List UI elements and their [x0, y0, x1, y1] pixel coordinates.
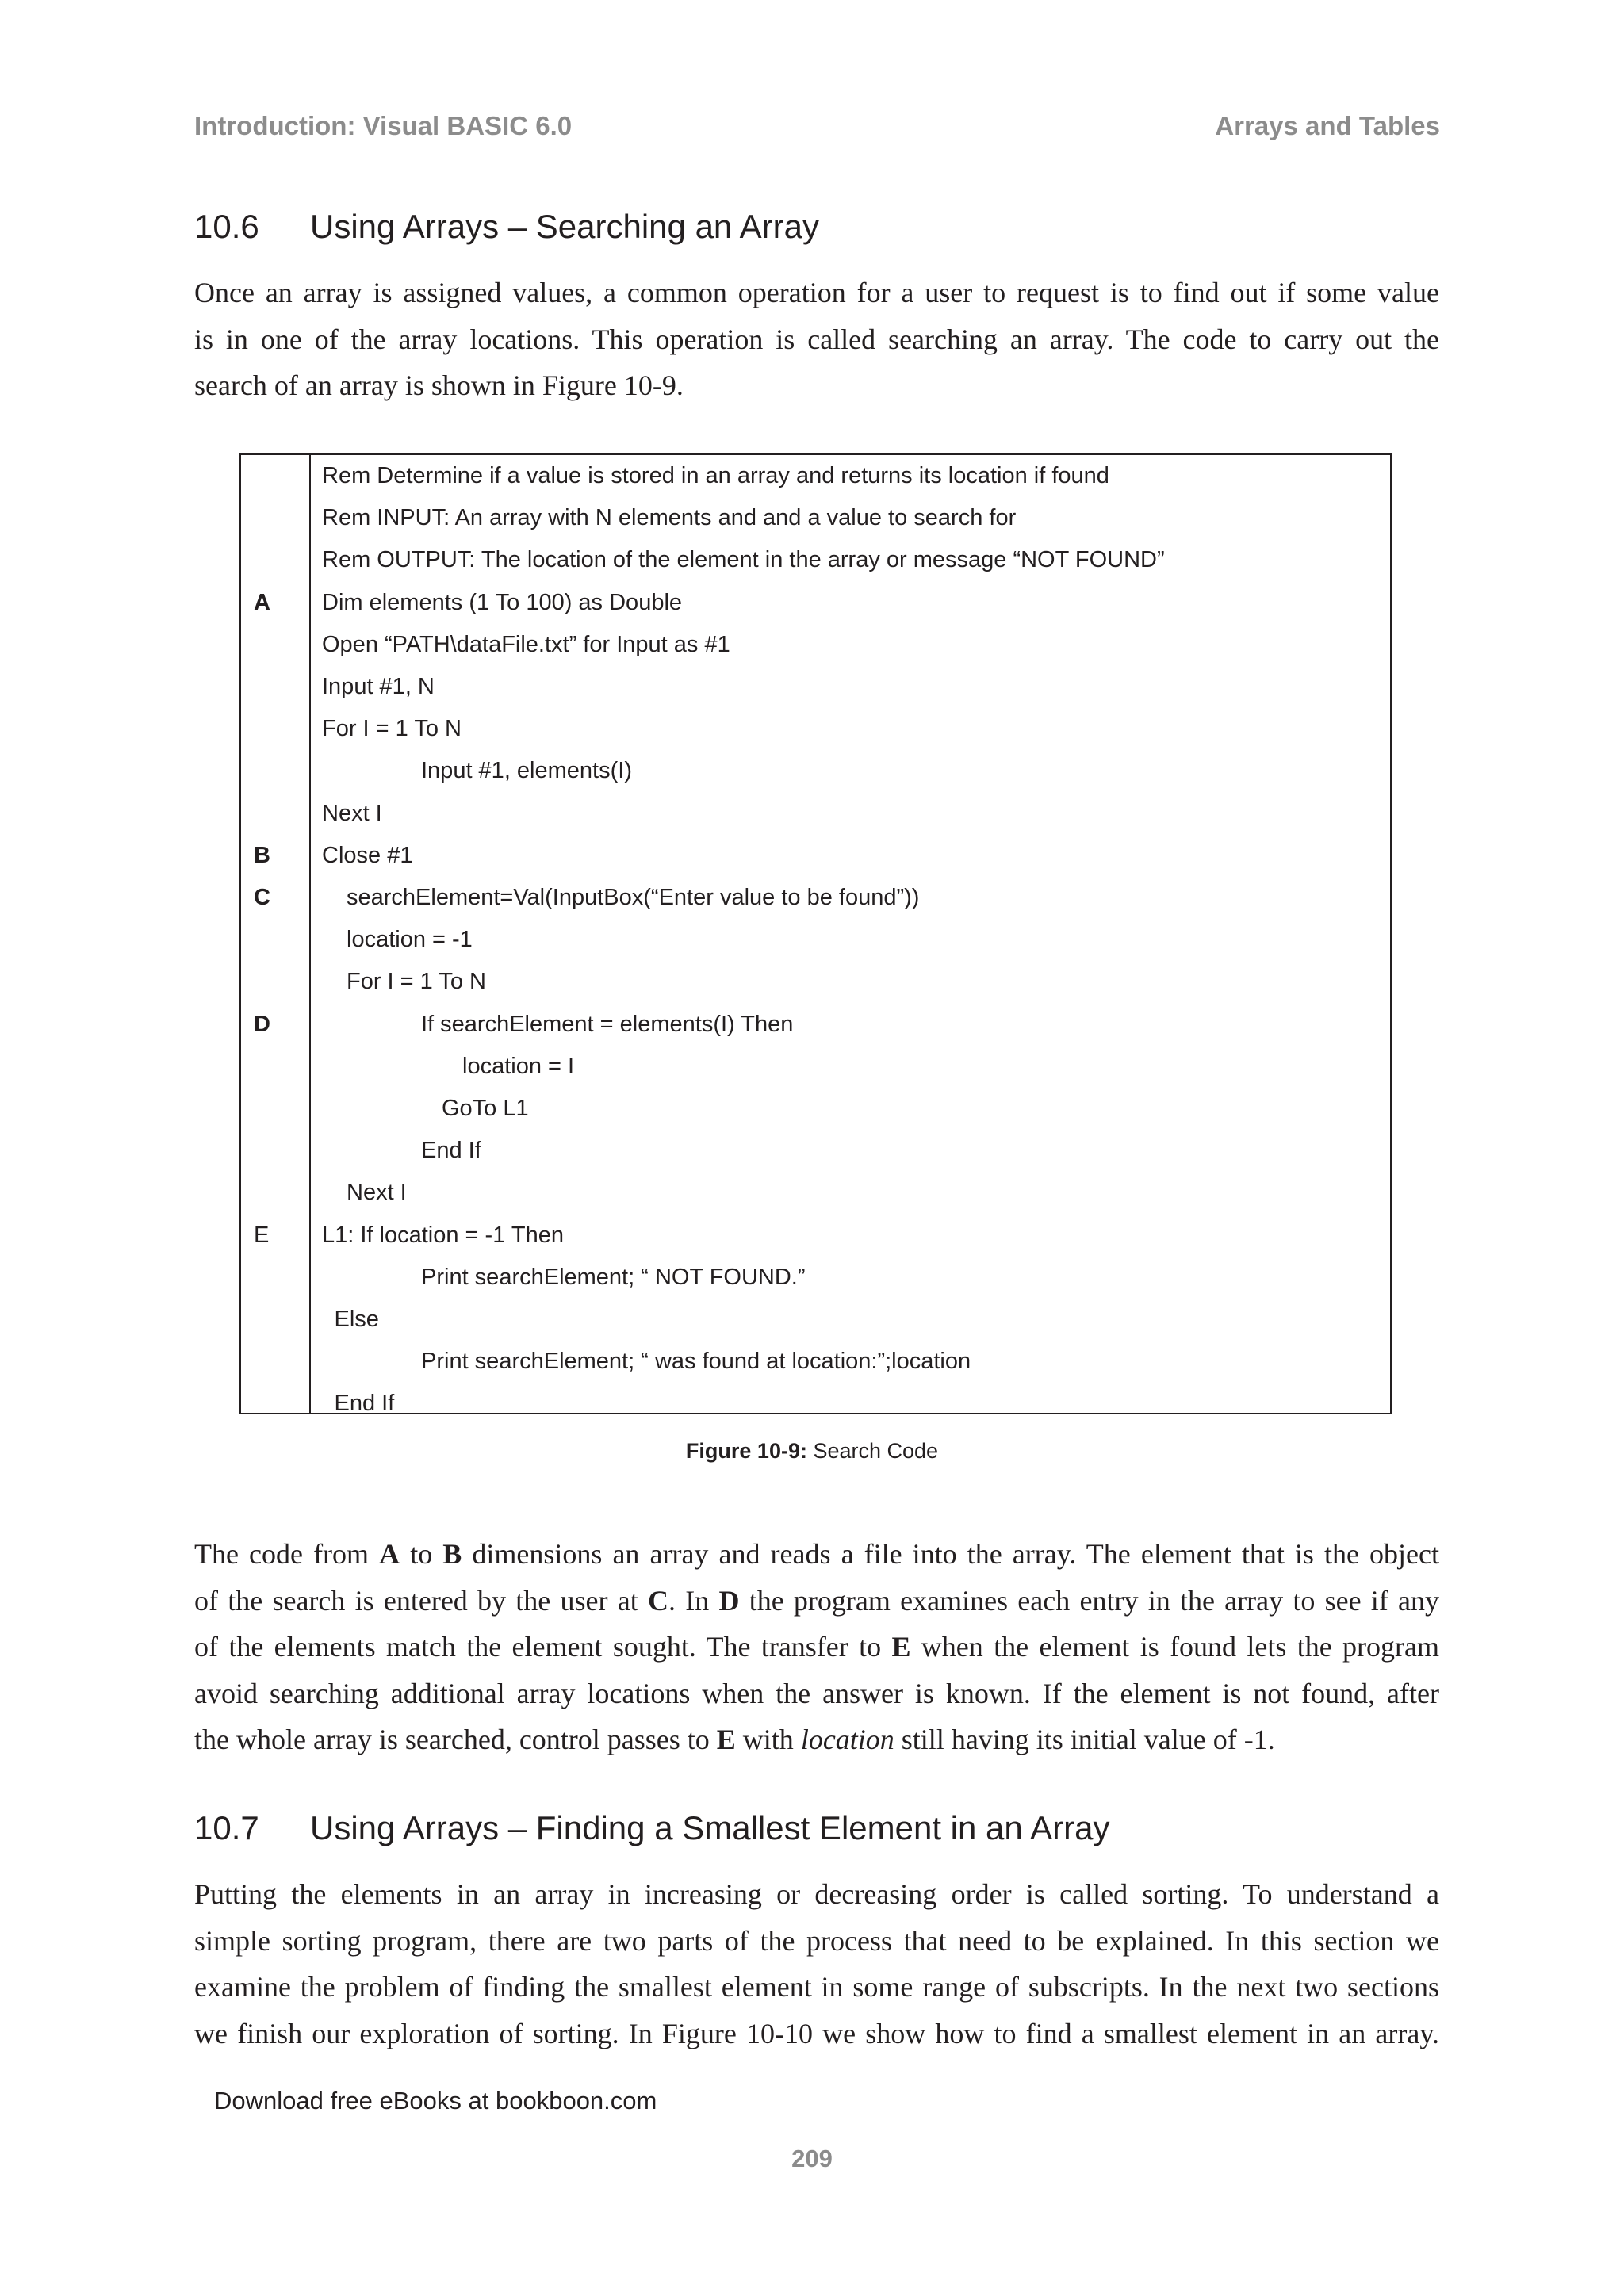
- paragraph-line: examine the problem of finding the smallest element in some range of subscripts. In the next two sections: [194, 1971, 1439, 2003]
- figure-caption-text: Search Code: [806, 1439, 939, 1463]
- code-marker-label: C: [254, 885, 270, 910]
- bold-term: C: [647, 1584, 668, 1617]
- code-marker-label: D: [254, 1011, 270, 1037]
- text-run: avoid searching additional array locations when the answer is known. If the element is not found, after: [194, 1677, 1439, 1709]
- code-line-text: L1: If location = -1 Then: [322, 1222, 564, 1248]
- code-line: [241, 666, 1390, 708]
- code-line: [241, 1215, 1390, 1257]
- paragraph-line: Putting the elements in an array in increasing or decreasing order is called sorting. To understand a: [194, 1878, 1439, 1910]
- code-line-text: Open “PATH\dataFile.txt” for Input as #1: [322, 631, 730, 657]
- code-listing-box: [239, 453, 1392, 1417]
- code-line-text: Close #1: [322, 842, 413, 868]
- code-line: [241, 582, 1390, 624]
- code-line-text: End If: [334, 1391, 395, 1417]
- italic-term: location: [800, 1724, 894, 1755]
- code-line: [241, 919, 1390, 961]
- code-line-text: For I = 1 To N: [347, 969, 486, 995]
- code-line: [241, 708, 1390, 750]
- code-line: [241, 1299, 1390, 1341]
- paragraph-line: is in one of the array locations. This operation is called searching an array. The code to carry out the: [194, 323, 1439, 355]
- paragraph-line: [194, 1716, 1439, 1763]
- code-line-text: Next I: [322, 800, 382, 826]
- code-marker-label: B: [254, 842, 270, 868]
- code-line: [241, 1088, 1390, 1130]
- running-header-right: Arrays and Tables: [1215, 111, 1440, 140]
- paragraph-line: [194, 1578, 1439, 1624]
- figure-caption: [0, 1439, 1624, 1464]
- paragraph-line: simple sorting program, there are two parts of the process that need to be explained. In this section we: [194, 1924, 1439, 1957]
- code-line: [241, 624, 1390, 666]
- code-line: [241, 1257, 1390, 1299]
- running-header-left: Introduction: Visual BASIC 6.0: [194, 111, 573, 140]
- code-line-text: searchElement=Val(InputBox(“Enter value to be found”)): [347, 885, 920, 910]
- code-line-text: GoTo L1: [442, 1096, 529, 1121]
- section-number: 10.6: [194, 208, 259, 245]
- code-line-text: Dim elements (1 To 100) as Double: [322, 589, 683, 615]
- code-line-text: Rem INPUT: An array with N elements and and a value to search for: [322, 505, 1017, 531]
- text-run: of the search is entered by the user at: [194, 1584, 648, 1617]
- code-line: [241, 1341, 1390, 1383]
- paragraph-line: [194, 1624, 1439, 1670]
- section-title: Using Arrays – Finding a Smallest Element in an Array: [310, 1809, 1110, 1846]
- paragraph-line: we finish our exploration of sorting. In Figure 10-10 we show how to find a smallest element in an array.: [194, 2017, 1439, 2049]
- code-line: [241, 1046, 1390, 1088]
- code-line: [241, 1172, 1390, 1214]
- text-run: of the elements match the element sought. The transfer to: [194, 1631, 892, 1663]
- code-line: [241, 455, 1390, 497]
- code-line-text: Rem Determine if a value is stored in an array and returns its location if found: [322, 463, 1109, 488]
- page-number: 209: [791, 2145, 833, 2172]
- download-link-text[interactable]: Download free eBooks at bookboon.com: [214, 2087, 657, 2114]
- section-number: 10.7: [194, 1809, 259, 1846]
- text-run: when the element is found lets the program: [910, 1631, 1439, 1663]
- code-line: [241, 835, 1390, 877]
- section-heading-10-7: [194, 1809, 1109, 1847]
- code-line-text: Print searchElement; “ NOT FOUND.”: [421, 1264, 806, 1290]
- code-line-text: Print searchElement; “ was found at location:”;location: [421, 1349, 971, 1375]
- code-line-text: Rem OUTPUT: The location of the element in the array or message “NOT FOUND”: [322, 547, 1165, 573]
- code-line: [241, 497, 1390, 539]
- code-line: [241, 1130, 1390, 1172]
- paragraph-explanation: [194, 1531, 1439, 1763]
- code-line-text: For I = 1 To N: [322, 716, 462, 742]
- text-run: to: [400, 1538, 443, 1570]
- bold-term: E: [716, 1724, 736, 1755]
- bold-term: D: [718, 1584, 740, 1617]
- paragraph-intro: [194, 270, 1439, 409]
- code-line-text: End If: [421, 1138, 481, 1164]
- text-run: with: [735, 1724, 801, 1755]
- bold-term: B: [442, 1538, 462, 1570]
- code-line-text: location = I: [462, 1053, 575, 1079]
- bold-term: A: [379, 1538, 400, 1570]
- code-line: [241, 793, 1390, 835]
- paragraph-line: search of an array is shown in Figure 10-9.: [194, 369, 684, 401]
- code-line: [241, 750, 1390, 792]
- code-line: [241, 539, 1390, 581]
- paragraph-line: [194, 1531, 1439, 1578]
- code-line: [241, 961, 1390, 1003]
- code-line-text: Else: [334, 1307, 379, 1332]
- text-run: the whole array is searched, control passes to: [194, 1724, 717, 1755]
- bold-term: E: [891, 1631, 911, 1663]
- section-title: Using Arrays – Searching an Array: [310, 208, 819, 245]
- code-line: [241, 1383, 1390, 1425]
- section-heading-10-6: [194, 208, 819, 246]
- code-marker-label: E: [254, 1222, 270, 1248]
- text-run: dimensions an array and reads a file into the array. The element that is the object: [462, 1538, 1440, 1570]
- code-line-text: Next I: [347, 1180, 407, 1206]
- figure-caption-label: Figure 10-9:: [685, 1439, 807, 1463]
- code-line: [241, 1004, 1390, 1046]
- paragraph-line: Once an array is assigned values, a common operation for a user to request is to find out if some value: [194, 277, 1439, 308]
- code-line-text: location = -1: [347, 927, 473, 953]
- text-run: . In: [668, 1584, 719, 1617]
- code-marker-label: A: [254, 589, 270, 615]
- code-line-text: Input #1, N: [322, 674, 435, 699]
- code-line-text: Input #1, elements(I): [421, 758, 632, 784]
- text-run: still having its initial value of -1.: [894, 1724, 1275, 1755]
- code-line-text: If searchElement = elements(I) Then: [421, 1011, 794, 1037]
- code-line: [241, 877, 1390, 919]
- paragraph-line: [194, 1670, 1439, 1717]
- text-run: the program examines each entry in the array to see if any: [739, 1584, 1439, 1617]
- paragraph-sorting: [194, 1871, 1439, 2057]
- text-run: The code from: [194, 1538, 380, 1570]
